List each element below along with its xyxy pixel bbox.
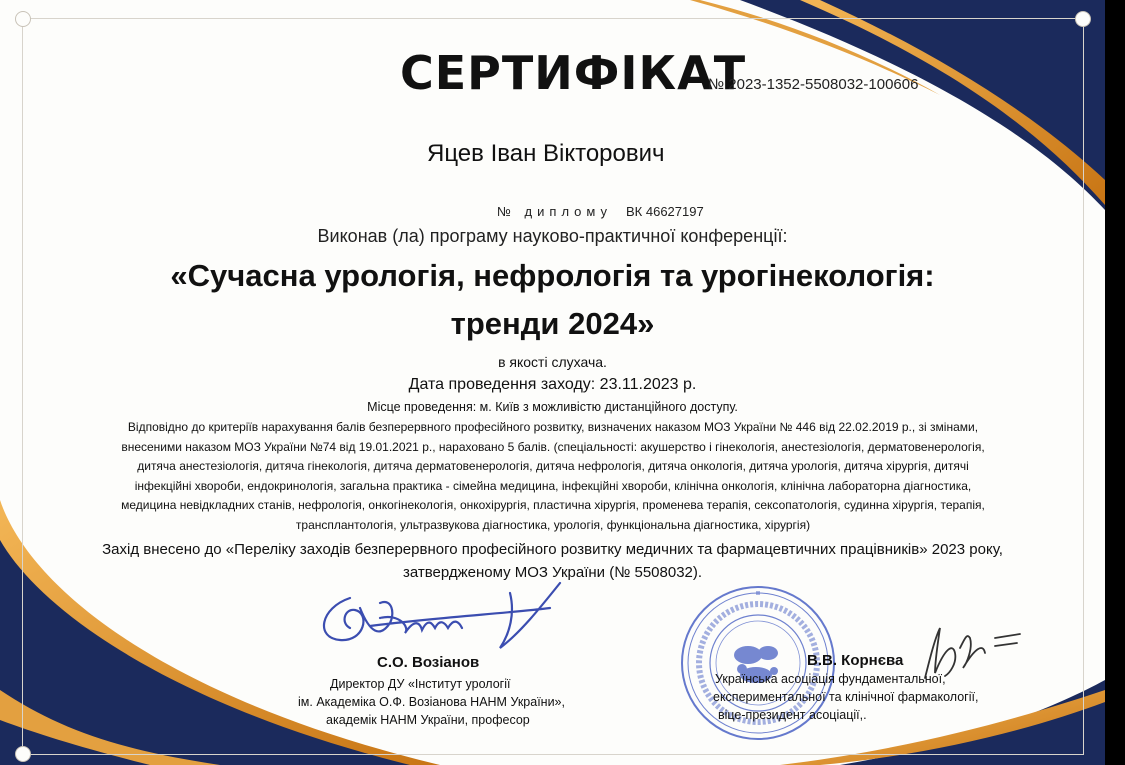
diploma-number: ВК 46627197 xyxy=(626,204,704,219)
diploma-line xyxy=(497,204,704,219)
signatory-left-title: Директор ДУ «Інститут урології xyxy=(330,677,511,691)
signatory-left-name: С.О. Возіанов xyxy=(377,654,480,671)
completed-text: Виконав (ла) програму науково-практичної конференції: xyxy=(317,226,788,246)
viewer-right-edge xyxy=(1105,0,1125,765)
certificate-title: СЕРТИФІКАТ xyxy=(400,46,747,100)
event-name-line1: «Сучасна урологія, нефрологія та урогінекологія: xyxy=(170,258,935,293)
registry-statement-line: Захід внесено до «Переліку заходів безперервного професійного розвитку медичних та фармацевтичних працівників» 2023 року, xyxy=(102,541,1003,558)
recipient-name: Яцев Іван Вікторович xyxy=(427,140,665,167)
credit-details-line: інфекційні хвороби, ендокринологія, загальна практика - сімейна медицина, інфекційні хвороби, клінічна онкологія, клінічна лабораторна діагностика, xyxy=(134,478,972,493)
signatory-right-title: Українська асоціація фундаментальної, xyxy=(715,672,946,686)
signatory-left-title: ім. Академіка О.Ф. Возіанова НАНМ України», xyxy=(298,695,565,709)
signatory-right-name: В.В. Корнєва xyxy=(807,652,904,669)
credit-details-line: Відповідно до критеріїв нарахування балів безперервного професійного розвитку, визначених наказом МОЗ України № 446 від 22.02.2019 р., зі змінами, xyxy=(127,420,979,434)
diploma-label: № диплому xyxy=(497,204,612,219)
frame-corner-ornament xyxy=(1075,11,1091,27)
event-date: Дата проведення заходу: 23.11.2023 р. xyxy=(408,376,697,393)
credit-details-line: внесеними наказом МОЗ України №74 від 19.01.2021 р., нараховано 5 балів. (спеціальності: акушерство і гінекологія, анестезіологія, дерматовенерологія, xyxy=(121,439,985,454)
credit-details-line: медицина невідкладних станів, нефрологія, онкогінекологія, онкохірургія, пластична хірургія, променева терапія, сексопатологія, судинна хірургія, терапія, xyxy=(121,498,985,512)
participant-role: в якості слухача. xyxy=(498,354,607,370)
certificate-number: № 2023-1352-5508032-100606 xyxy=(708,76,919,93)
credit-details-line: дитяча анестезіологія, дитяча гінекологія, дитяча дерматовенерологія, дитяча нефрологія, дитяча онкологія, дитяча урологія, дитяча хірургія, дитячі xyxy=(137,459,969,473)
event-name-line2: тренди 2024» xyxy=(450,306,655,341)
signatory-left-title: академік НАНМ України, професор xyxy=(326,713,530,727)
signatory-right-title: віце-президент асоціації,. xyxy=(718,708,867,722)
registry-statement-line: затвердженому МОЗ України (№ 5508032). xyxy=(402,564,703,581)
event-place: Місце проведення: м. Київ з можливістю дистанційного доступу. xyxy=(367,400,738,414)
credit-details-line: трансплантологія, ультразвукова діагностика, урологія, функціональна діагностика, хірургія) xyxy=(295,517,811,532)
credit-details xyxy=(78,418,1028,535)
frame-corner-ornament xyxy=(15,746,31,762)
frame-corner-ornament xyxy=(15,11,31,27)
signature-left xyxy=(310,578,570,658)
signatory-right-title: експериментальної та клінічної фармакології, xyxy=(713,690,979,704)
